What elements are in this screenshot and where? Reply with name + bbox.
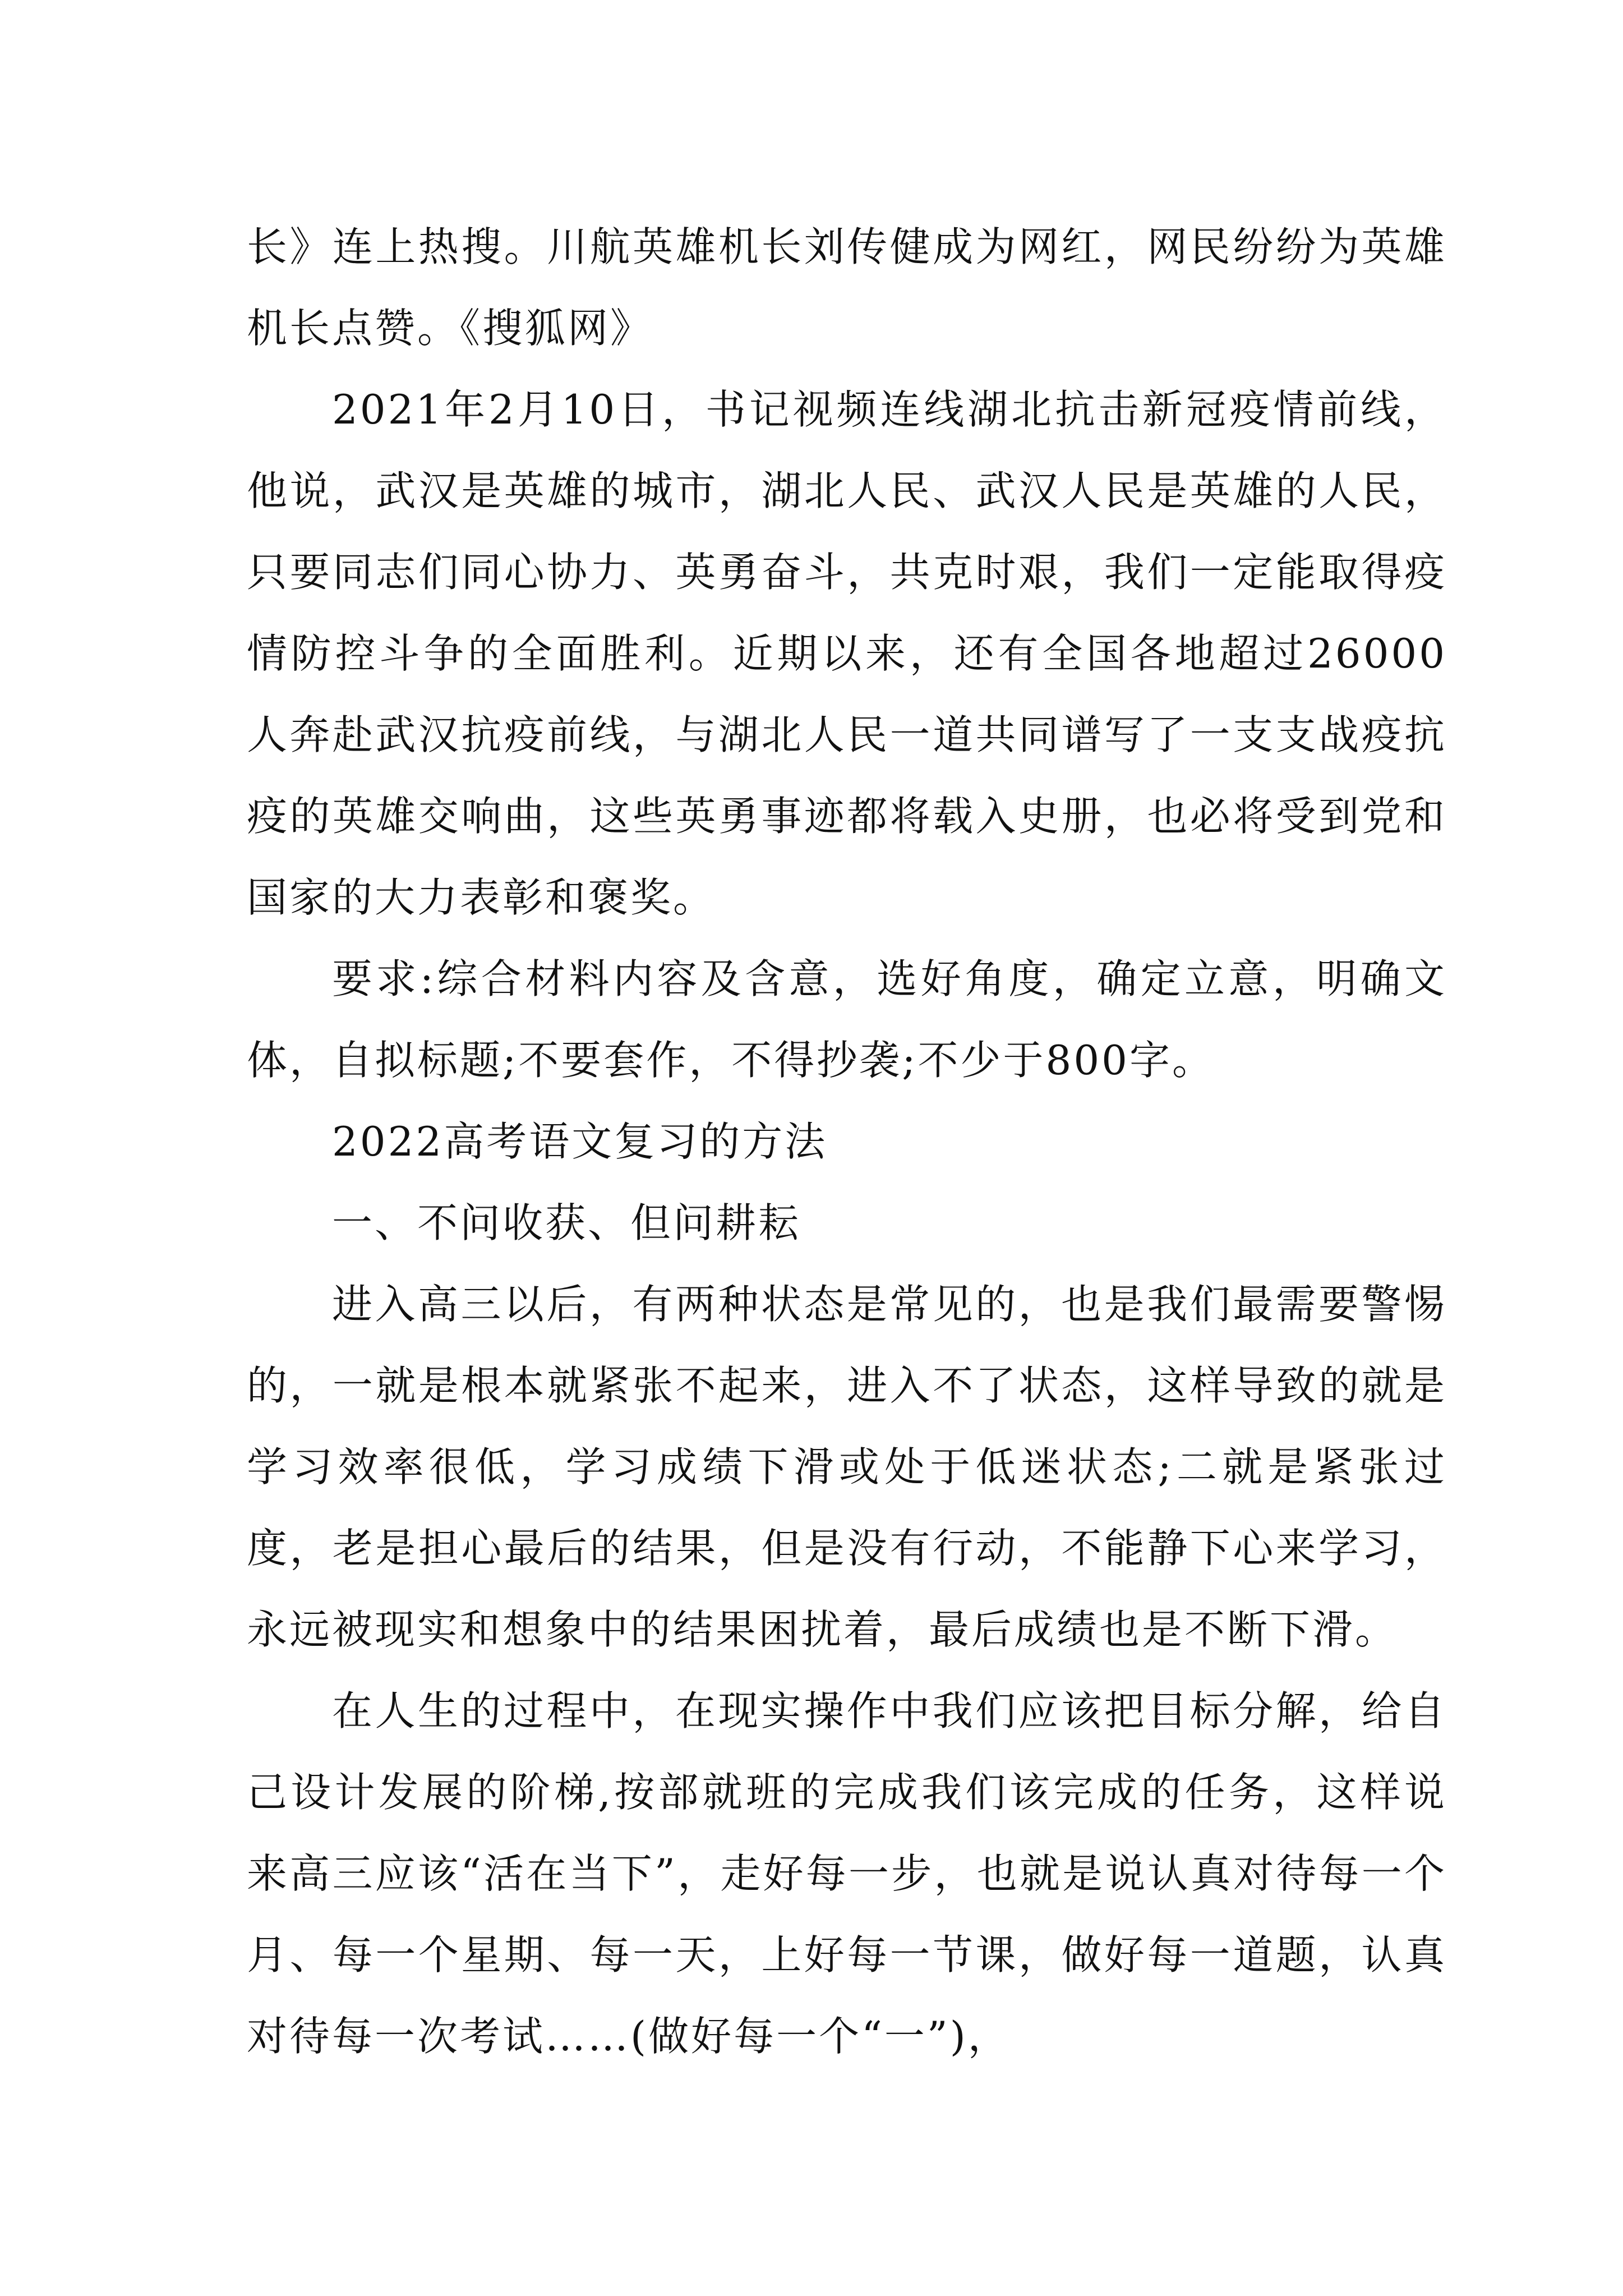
paragraph-1: 长》连上热搜。川航英雄机长刘传健成为网红，网民纷纷为英雄机长点赞。《搜狐网》 bbox=[247, 223, 1447, 352]
section-heading-review-methods: 2022高考语文复习的方法 bbox=[332, 1118, 828, 1165]
subheading-1: 一、不问收获、但问耕耘 bbox=[332, 1199, 801, 1246]
paragraph-2: 2021年2月10日，书记视频连线湖北抗击新冠疫情前线，他说，武汉是英雄的城市，湖北人民、武汉人民是英雄的人民，只要同志们同心协力、英勇奋斗，共克时艰，我们一定能取得疫情防控斗争的全面胜利。近期以来，还有全国各地超过26000人奔赴武汉抗疫前线，与湖北人民一道共同谱写了一支支战疫抗疫的英雄交响曲，这些英勇事迹都将载入史册，也必将受到党和国家的大力表彰和褒奖。 bbox=[247, 386, 1447, 921]
paragraph-4: 进入高三以后，有两种状态是常见的，也是我们最需要警惕的，一就是根本就紧张不起来，进入不了状态，这样导致的就是学习效率很低，学习成绩下滑或处于低迷状态;二就是紧张过度，老是担心最后的结果，但是没有行动，不能静下心来学习，永远被现实和想象中的结果困扰着，最后成绩也是不断下滑。 bbox=[247, 1281, 1447, 1653]
paragraph-5: 在人生的过程中，在现实操作中我们应该把目标分解，给自己设计发展的阶梯,按部就班的完成我们该完成的任务，这样说来高三应该“活在当下”，走好每一步，也就是说认真对待每一个月、每一个星期、每一天，上好每一节课，做好每一道题，认真对待每一次考试……(做好每一个“一”)， bbox=[247, 1687, 1447, 2060]
paragraph-3: 要求:综合材料内容及含意，选好角度，确定立意，明确文体，自拟标题;不要套作，不得抄袭;不少于800字。 bbox=[247, 955, 1447, 1084]
document-body bbox=[247, 206, 1447, 2077]
